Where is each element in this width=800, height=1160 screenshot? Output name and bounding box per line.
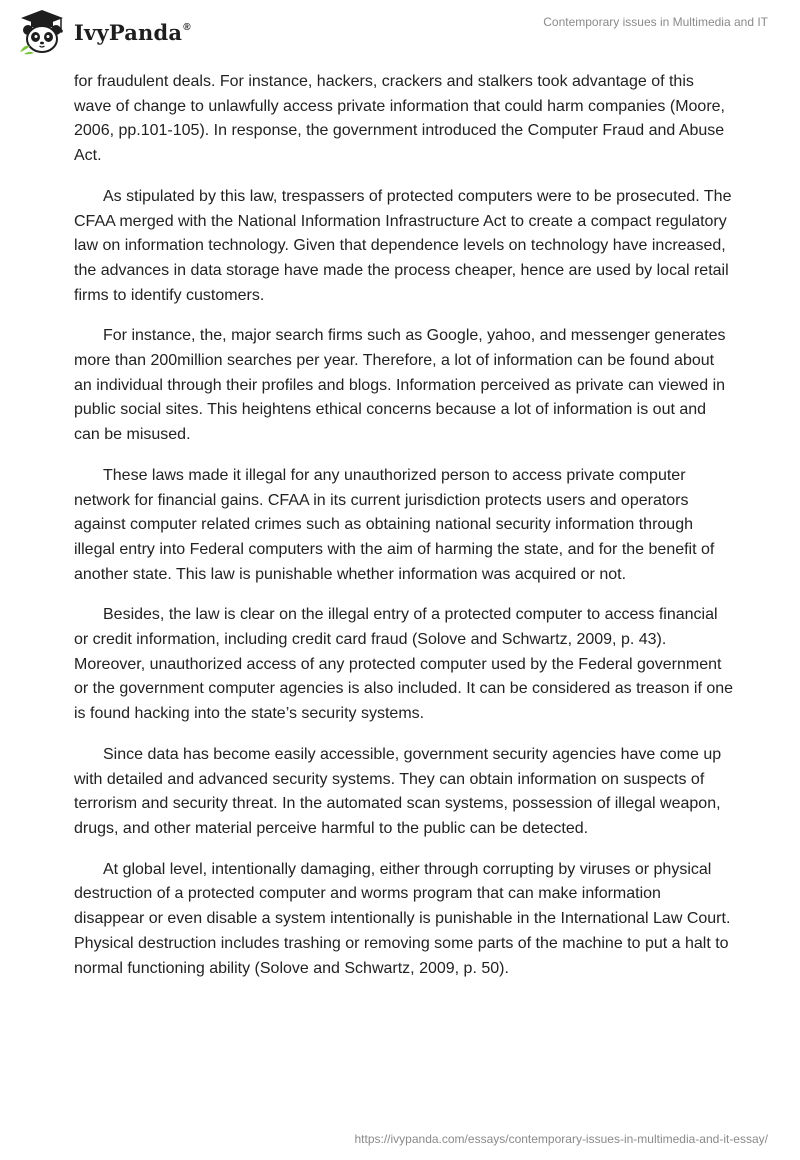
brand-logo[interactable] bbox=[16, 8, 191, 56]
source-url[interactable]: https://ivypanda.com/essays/contemporary-issues-in-multimedia-and-it-essay/ bbox=[354, 1132, 768, 1146]
brand-name: IvyPanda® bbox=[74, 19, 191, 45]
paragraph: Besides, the law is clear on the illegal entry of a protected computer to access financial or credit information, including credit card fraud (Solove and Schwartz, 2009, p. 43). Moreover, unauthorized access of any protected computer used by the Federal government or the government computer agencies is also included. It can be considered as treason if one is found hacking into the state’s security systems. bbox=[74, 606, 734, 723]
registered-mark: ® bbox=[183, 21, 191, 33]
paragraph-continuation: for fraudulent deals. For instance, hackers, crackers and stalkers took advantage of this wave of change to unlawfully access private information that could harm companies (Moore, 2006, pp.101-105). In response, the government introduced the Computer Fraud and Abuse Act. bbox=[74, 73, 725, 165]
essay-body bbox=[74, 70, 734, 997]
document-title: Contemporary issues in Multimedia and IT bbox=[543, 15, 768, 29]
paragraph: At global level, intentionally damaging, either through corrupting by viruses or physical destruction of a protected computer and worms program that can make information disappear or even disable a system intentionally is punishable in the International Law Court. Physical destruction includes trashing or removing some parts of the machine to put a halt to normal functioning ability (Solove and Schwartz, 2009, p. 50). bbox=[74, 860, 731, 977]
panda-graduation-cap-icon bbox=[16, 8, 68, 56]
paragraph: For instance, the, major search firms such as Google, yahoo, and messenger generates more than 200million searches per year. Therefore, a lot of information can be found about an individual through their profiles and blogs. Information perceived as private can viewed in public social sites. This heightens ethical concerns because a lot of information is out and can be misused. bbox=[74, 327, 726, 444]
paragraph: As stipulated by this law, trespassers of protected computers were to be prosecuted. The CFAA merged with the National Information Infrastructure Act to create a compact regulatory law on information technology. Given that dependence levels on technology have increased, the advances in data storage have made the process cheaper, hence are used by local retail firms to identify customers. bbox=[74, 187, 732, 304]
paragraph: These laws made it illegal for any unauthorized person to access private computer network for financial gains. CFAA in its current jurisdiction protects users and operators against computer related crimes such as obtaining national security information through illegal entry into Federal computers with the aim of harming the state, and for the benefit of another state. This law is punishable whether information was acquired or not. bbox=[74, 466, 715, 583]
paragraph: Since data has become easily accessible, government security agencies have come up with detailed and advanced security systems. They can obtain information on suspects of terrorism and security threat. In the automated scan systems, possession of illegal weapon, drugs, and other material perceive harmful to the public can be detected. bbox=[74, 745, 722, 837]
